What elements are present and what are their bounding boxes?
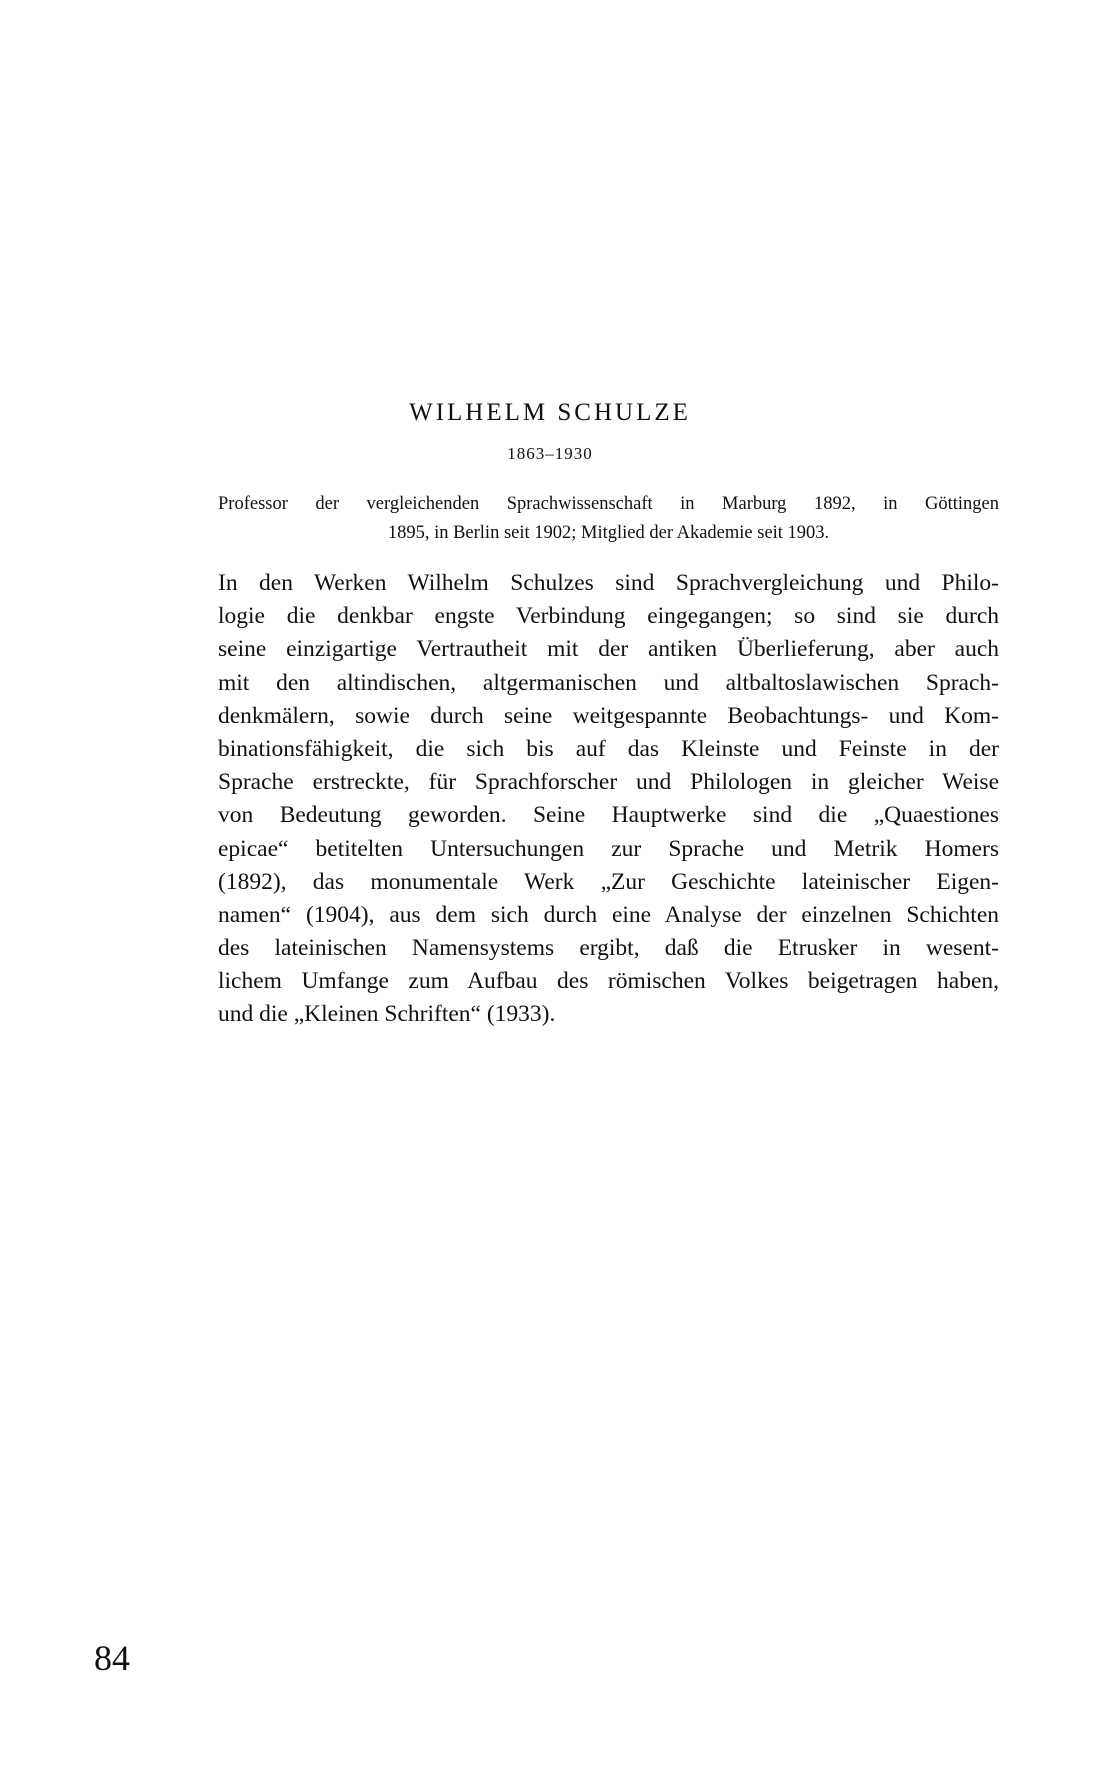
body-line: namen“ (1904), aus dem sich durch eine Analyse der einzelnen Schichten <box>218 901 999 928</box>
body-line: (1892), das monumentale Werk „Zur Geschichte lateinischer Eigen- <box>218 868 999 895</box>
person-name-heading: WILHELM SCHULZE <box>409 399 691 426</box>
body-line: von Bedeutung geworden. Seine Hauptwerke sind die „Quaestiones <box>218 802 999 829</box>
life-dates: 1863–1930 <box>507 444 593 463</box>
body-line: mit den altindischen, altgermanischen und altbaltoslawischen Sprach- <box>218 669 999 696</box>
subtitle-line: 1895, in Berlin seit 1902; Mitglied der Akademie seit 1903. <box>387 523 830 543</box>
body-line: und die „Kleinen Schriften“ (1933). <box>218 1001 556 1028</box>
body-line: In den Werken Wilhelm Schulzes sind Sprachvergleichung und Philo- <box>218 570 999 596</box>
body-line: lichem Umfange zum Aufbau des römischen Volkes beigetragen haben, <box>218 968 999 995</box>
body-line: denkmälern, sowie durch seine weitgespannte Beobachtungs- und Kom- <box>218 702 999 729</box>
subtitle-line: Professor der vergleichenden Sprachwissenschaft in Marburg 1892, in Göttingen <box>218 494 999 514</box>
body-line: binationsfähigkeit, die sich bis auf das Kleinste und Feinste in der <box>218 735 999 762</box>
body-line: Sprache erstreckte, für Sprachforscher und Philologen in gleicher Weise <box>218 769 999 796</box>
page-number: 84 <box>94 1638 130 1678</box>
body-line: epicae“ betitelten Untersuchungen zur Sprache und Metrik Homers <box>218 835 999 862</box>
body-line: logie die denkbar engste Verbindung eingegangen; so sind sie durch <box>218 603 999 630</box>
body-paragraph <box>218 567 999 1032</box>
body-line: seine einzigartige Vertrautheit mit der antiken Überlieferung, aber auch <box>218 636 999 663</box>
biographical-subtitle <box>218 490 999 548</box>
body-line: des lateinischen Namensystems ergibt, daß die Etrusker in wesent- <box>218 935 999 962</box>
